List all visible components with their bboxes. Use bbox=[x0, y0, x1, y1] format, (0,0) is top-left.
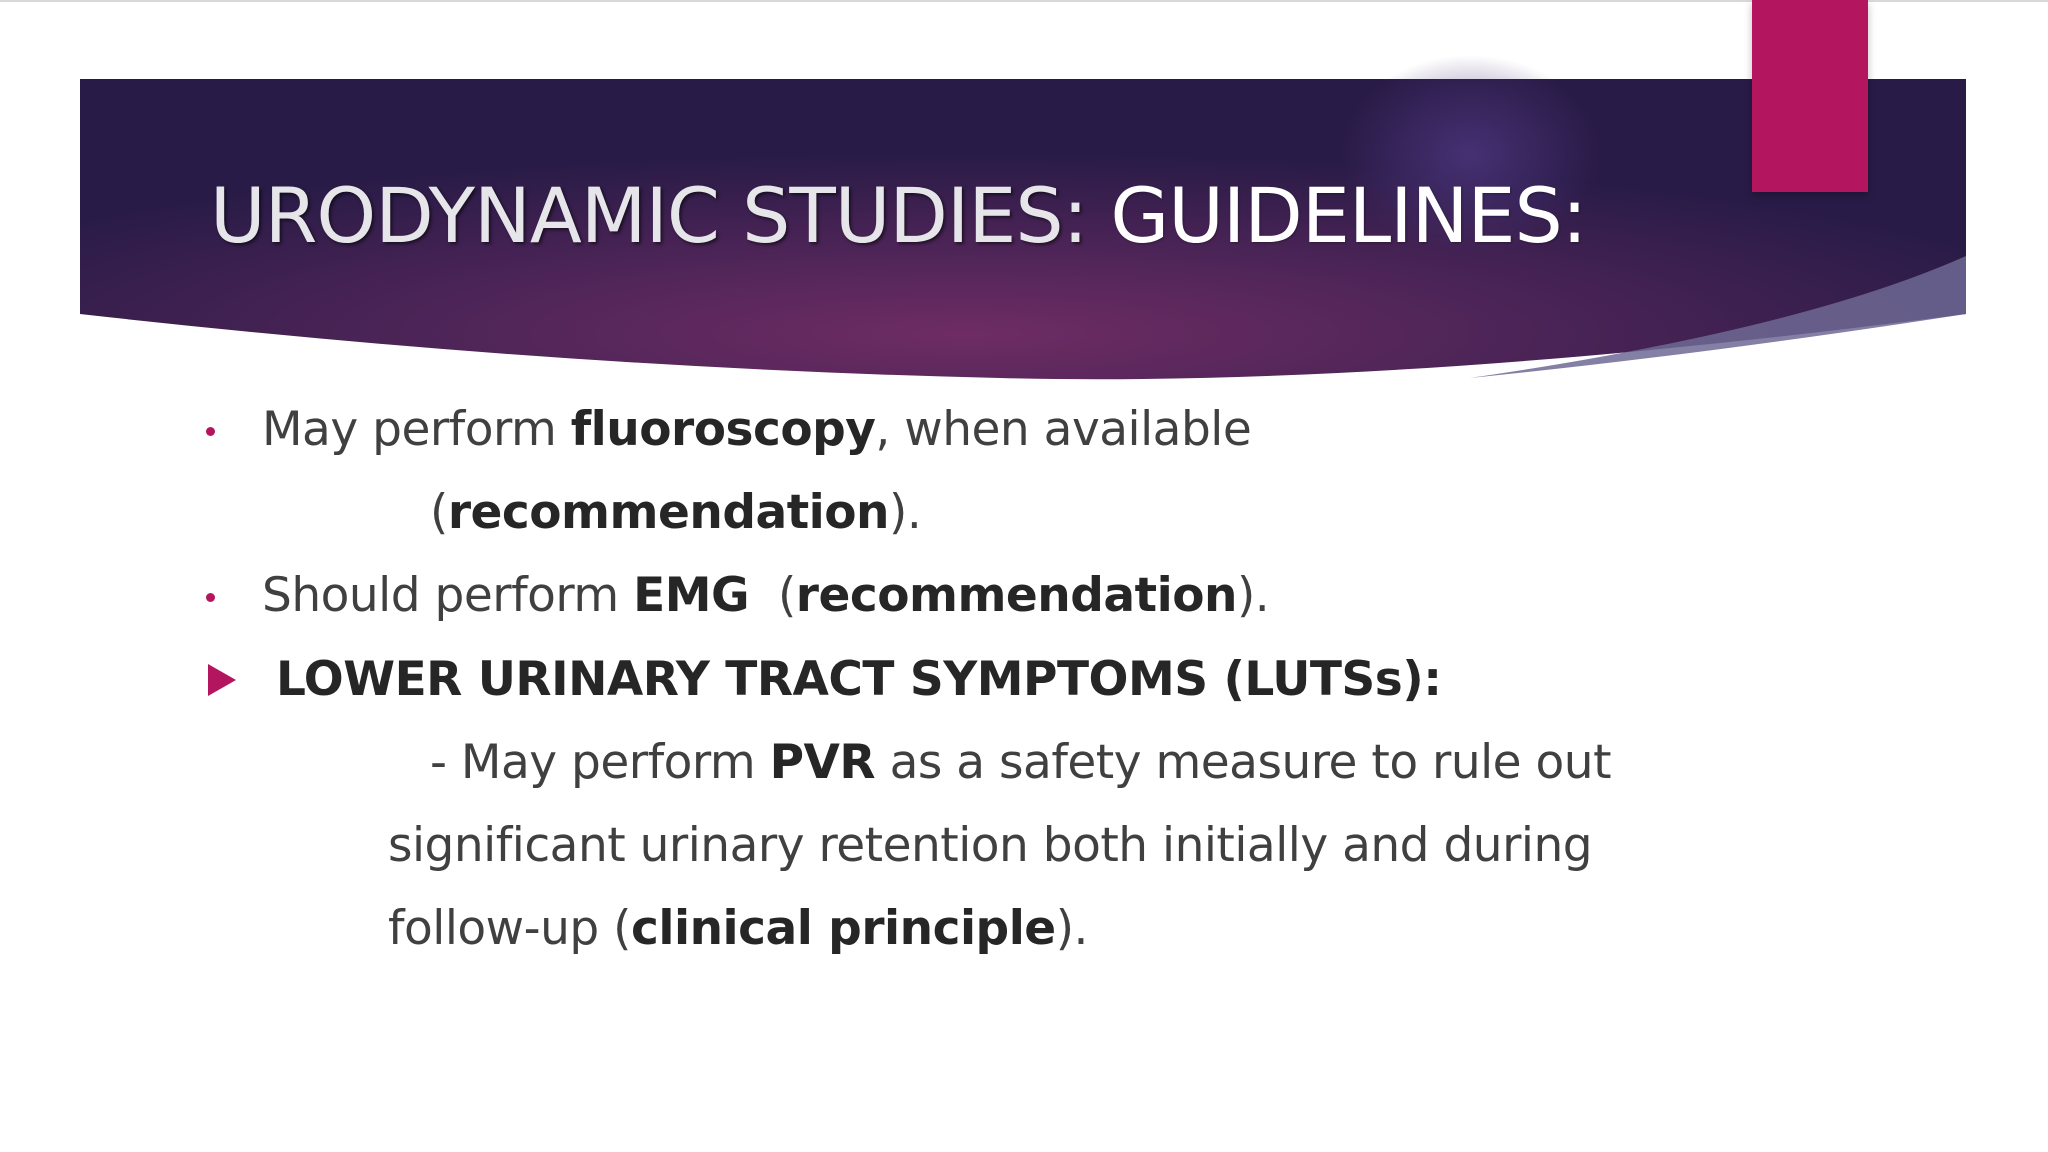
text-run: , when available bbox=[875, 402, 1252, 457]
bullet-dot bbox=[206, 593, 215, 602]
text-run: ( bbox=[430, 485, 448, 540]
bullet-2-line bbox=[262, 568, 1270, 623]
triangle-bullet-icon bbox=[208, 664, 236, 696]
bullet-dot bbox=[206, 427, 215, 436]
bold-run: LOWER URINARY TRACT SYMPTOMS (LUTSs): bbox=[276, 652, 1442, 707]
text-run: ). bbox=[1055, 901, 1088, 956]
text-run: ). bbox=[1236, 568, 1270, 623]
title-part-1: URODYNAMIC STUDIES: bbox=[210, 171, 1088, 260]
bullet-1-line-2 bbox=[430, 485, 922, 540]
sub-line-1 bbox=[430, 735, 1612, 790]
bold-run: clinical principle bbox=[630, 901, 1056, 956]
bullet-1-line-1 bbox=[262, 402, 1252, 457]
text-run: ( bbox=[749, 568, 796, 623]
text-run: as a safety measure to rule out bbox=[875, 735, 1612, 790]
text-run: follow-up ( bbox=[388, 901, 631, 956]
bold-run: EMG bbox=[633, 568, 750, 623]
bold-run: fluoroscopy bbox=[570, 402, 876, 457]
bold-run: recommendation bbox=[447, 485, 890, 540]
bold-run: PVR bbox=[769, 735, 876, 790]
bold-run: recommendation bbox=[795, 568, 1237, 623]
title-part-2: GUIDELINES: bbox=[1087, 171, 1587, 260]
text-run: - May perform bbox=[430, 735, 770, 790]
sub-line-2 bbox=[388, 818, 1593, 873]
lut-heading bbox=[276, 652, 1442, 707]
text-run: Should perform bbox=[262, 568, 634, 623]
text-run: ). bbox=[889, 485, 922, 540]
text-run: significant urinary retention both initially and during bbox=[388, 818, 1593, 873]
sub-line-3 bbox=[388, 901, 1088, 956]
text-run: May perform bbox=[262, 402, 571, 457]
